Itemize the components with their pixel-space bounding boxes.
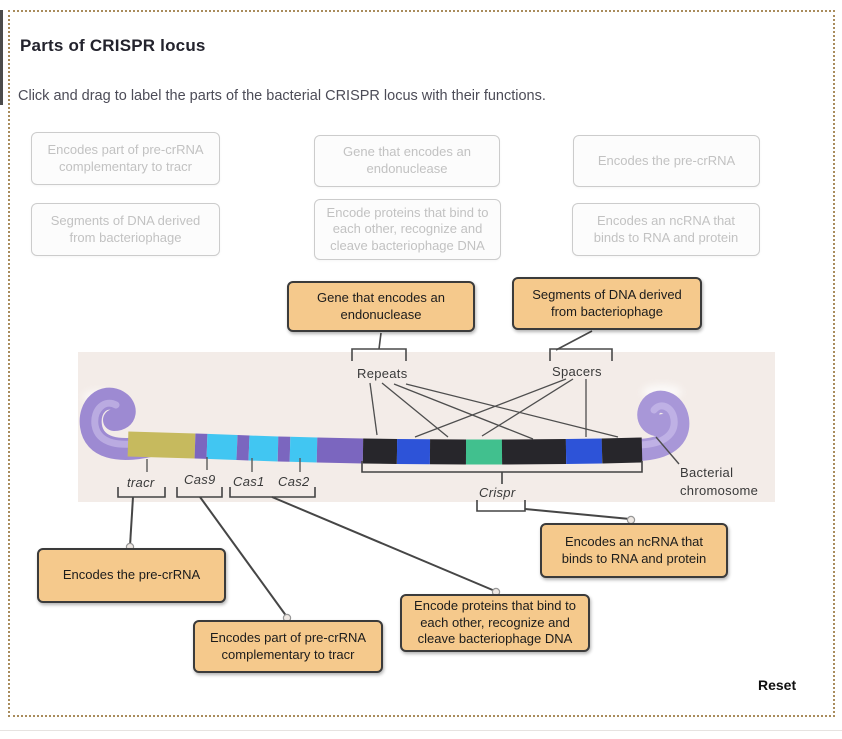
placed-label-pre-crrna-complementary[interactable]: Encodes part of pre-crRNA complementary to tracr	[193, 620, 383, 673]
scrollbar-fragment	[0, 10, 3, 105]
crispr-locus-diagram	[78, 352, 775, 502]
repeats-label: Repeats	[357, 366, 408, 381]
page-title: Parts of CRISPR locus	[20, 36, 206, 55]
bank-label-ncrna[interactable]: Encodes an ncRNA that binds to RNA and protein	[572, 203, 760, 256]
instruction-text: Click and drag to label the parts of the bacterial CRISPR locus with their functions.	[18, 88, 546, 104]
placed-label-endonuclease[interactable]: Gene that encodes an endonuclease	[287, 281, 475, 332]
cas2-label: Cas2	[278, 474, 310, 489]
reset-button[interactable]: Reset	[758, 677, 797, 693]
bank-label-bacteriophage-dna[interactable]: Segments of DNA derived from bacteriophage	[31, 203, 220, 256]
placed-label-proteins-bind[interactable]: Encode proteins that bind to each other, recognize and cleave bacteriophage DNA	[400, 594, 590, 652]
spacers-label: Spacers	[552, 364, 602, 379]
placed-label-ncrna[interactable]: Encodes an ncRNA that binds to RNA and protein	[540, 523, 728, 578]
tracr-label: tracr	[127, 475, 155, 490]
cas9-label: Cas9	[184, 472, 216, 487]
bank-label-pre-crrna[interactable]: Encodes the pre-crRNA	[573, 135, 760, 187]
cas1-label: Cas1	[233, 474, 265, 489]
bank-label-endonuclease[interactable]: Gene that encodes an endonuclease	[314, 135, 500, 187]
bacterial-chromosome-label: Bacterial chromosome	[680, 465, 759, 498]
bank-label-proteins-bind[interactable]: Encode proteins that bind to each other, recognize and cleave bacteriophage DNA	[314, 199, 501, 260]
placed-label-bacteriophage-dna[interactable]: Segments of DNA derived from bacteriophage	[512, 277, 702, 330]
crispr-label: Crispr	[479, 485, 516, 500]
bottom-divider	[0, 730, 842, 731]
placed-label-pre-crrna[interactable]: Encodes the pre-crRNA	[37, 548, 226, 603]
bank-label-pre-crrna-complementary[interactable]: Encodes part of pre-crRNA complementary to tracr	[31, 132, 220, 185]
